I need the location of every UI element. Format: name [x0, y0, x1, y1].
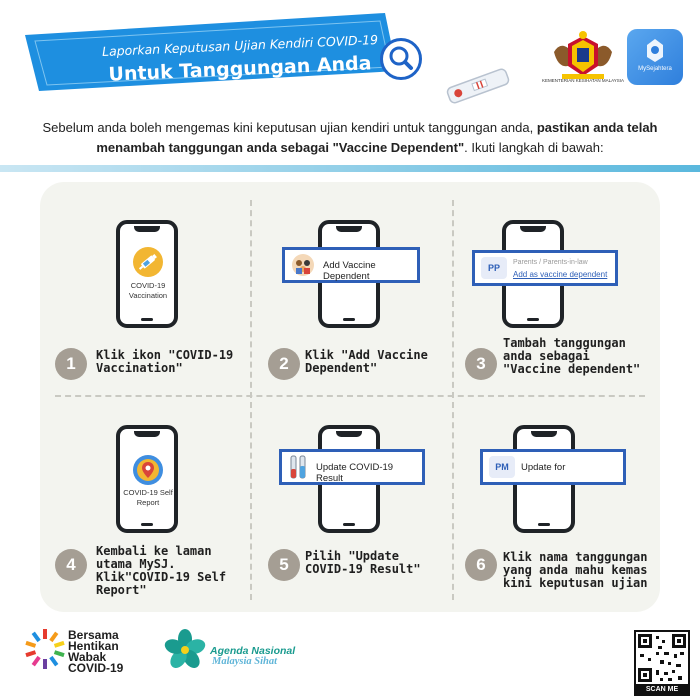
update-covid-result-label: Update COVID-19 Result — [316, 462, 394, 484]
ministry-crest-logo — [548, 30, 618, 85]
banner-title-line1: Laporkan Keputusan Ujian Kendiri COVID-19 — [101, 31, 379, 60]
covid-vaccination-label: COVID-19 Vaccination — [128, 281, 168, 300]
campaign-line-2: Hentikan — [68, 639, 119, 653]
syringe-icon[interactable] — [133, 247, 163, 277]
step-number-2: 2 — [268, 348, 300, 380]
banner-title-line2: Untuk Tanggungan Anda — [108, 52, 372, 86]
intro-paragraph — [30, 118, 670, 158]
agenda-nasional-text: Agenda Nasional — [210, 645, 296, 657]
step-number-4: 4 — [55, 549, 87, 581]
add-vaccine-dependent-popup[interactable] — [282, 247, 420, 283]
add-as-vaccine-dependent-link[interactable]: Add as vaccine dependent — [513, 270, 608, 279]
hibiscus-logo — [162, 628, 208, 672]
campaign-sunburst-logo — [25, 625, 65, 673]
dependent-initials-badge: PM — [489, 456, 515, 478]
step-text-4: Kembali ke laman utama MySJ. Klik"COVID-19 Self Report" — [96, 544, 227, 597]
intro-text-bold: pastikan anda telah menambah tanggungan anda sebagai "Vaccine Dependent" — [96, 120, 658, 155]
campaign-line-3: Wabak — [68, 650, 107, 664]
ministry-caption: KEMENTERIAN KESIHATAN MALAYSIA — [541, 78, 625, 83]
separator-stripe — [0, 165, 700, 172]
step-number-1: 1 — [55, 348, 87, 380]
search-icon — [380, 38, 422, 80]
intro-text-part2: . Ikuti langkah di bawah: — [464, 140, 604, 155]
row-divider — [55, 395, 645, 397]
step-number-3: 3 — [465, 348, 497, 380]
intro-text-part1: Sebelum anda boleh mengemas kini keputusan ujian kendiri untuk tanggungan anda, — [42, 120, 537, 135]
campaign-line-1: Bersama — [68, 628, 119, 642]
campaign-text — [68, 630, 123, 674]
step-number-6: 6 — [465, 549, 497, 581]
update-for-dependent-popup[interactable] — [480, 449, 626, 485]
covid-self-report-label: COVID-19 Self Report — [123, 488, 173, 507]
scan-me-label: SCAN ME — [634, 684, 690, 696]
update-covid-result-popup[interactable] — [279, 449, 425, 485]
family-icon — [291, 253, 315, 277]
add-as-vaccine-dependent-popup[interactable] — [472, 250, 618, 286]
step-text-1: Klik ikon "COVID-19 Vaccination" — [96, 348, 234, 375]
campaign-line-4: COVID-19 — [68, 661, 124, 675]
step-number-5: 5 — [268, 549, 300, 581]
step-text-5: Pilih "Update COVID-19 Result" — [305, 549, 421, 576]
relationship-label: Parents / Parents-in-law — [513, 259, 588, 266]
add-vaccine-dependent-label: Add Vaccine Dependent — [323, 260, 376, 282]
test-tube-icon — [287, 454, 309, 482]
malaysia-sihat-text: Malaysia Sihat — [212, 656, 278, 667]
mysejahtera-app-label: MySejahtera — [638, 66, 672, 72]
step-text-6: Klik nama tanggungan yang anda mahu kemas kini keputusan ujian — [503, 550, 648, 590]
dependent-initials-badge: PP — [481, 257, 507, 279]
step-text-3: Tambah tanggungan anda sebagai "Vaccine dependent" — [503, 336, 641, 376]
update-for-label: Update for — [521, 462, 566, 473]
qr-code[interactable] — [634, 630, 690, 686]
mysejahtera-app-logo — [627, 29, 683, 85]
column-divider-1 — [250, 200, 252, 600]
mysejahtera-emblem-icon — [627, 29, 683, 69]
location-pin-icon[interactable] — [133, 455, 163, 485]
step-text-2: Klik "Add Vaccine Dependent" — [305, 348, 428, 375]
column-divider-2 — [452, 200, 454, 600]
test-kit-icon — [443, 68, 513, 104]
